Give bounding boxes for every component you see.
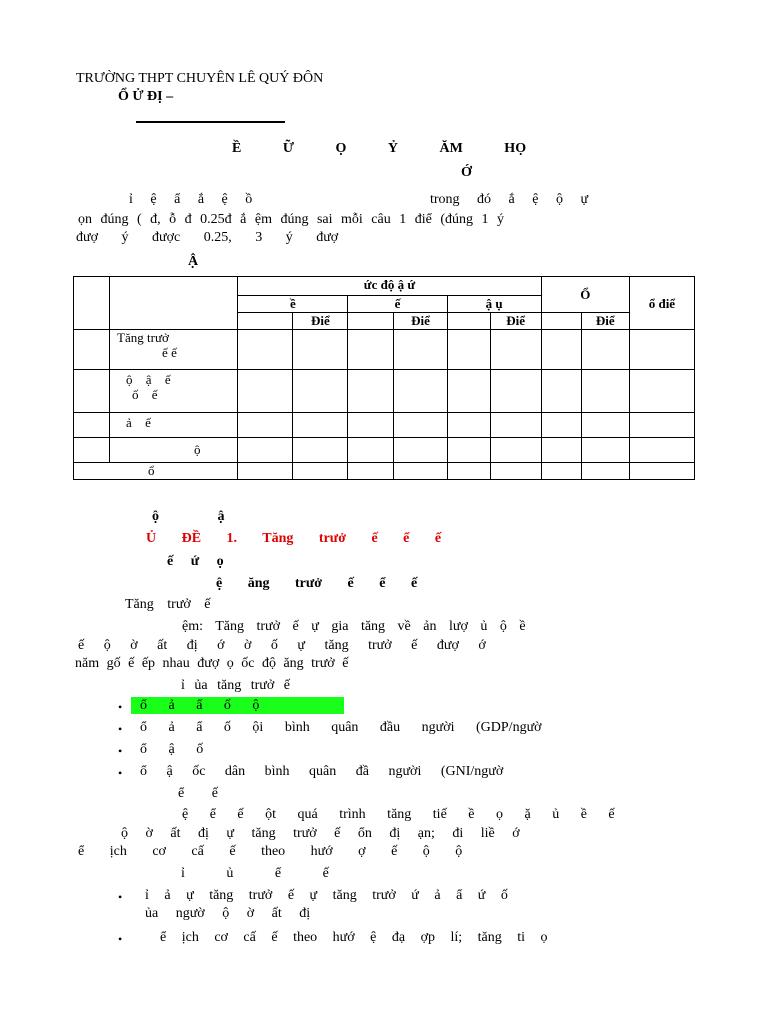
header-score: ổ điể bbox=[629, 277, 694, 330]
paragraph-1-line-1: ệm: Tăng trưở ế ự gia tăng về ản lượ ủ ộ ề bbox=[182, 619, 526, 634]
list-item: ỉ ả ự tăng trưở ế ự tăng trưở ứ ả ẩ ứ ố bbox=[145, 888, 508, 903]
row-label-total bbox=[74, 463, 238, 480]
intro-line-1a: ỉ ệ ẩ ắ ệ ồ bbox=[129, 192, 253, 207]
part-heading: ệ ăng trưở ế ể ế bbox=[216, 576, 418, 591]
bullet-icon: • bbox=[118, 722, 123, 736]
header-point: Điể bbox=[394, 313, 447, 330]
matrix-corner-1 bbox=[74, 277, 110, 330]
header-empty bbox=[238, 313, 293, 330]
header-empty bbox=[447, 313, 490, 330]
header-empty bbox=[541, 313, 581, 330]
header-sub-3: ậ ụ bbox=[447, 296, 541, 313]
list-item: ổ ậ ốc dân bình quân đầ người (GNI/ngườ bbox=[140, 764, 504, 779]
assessment-matrix bbox=[73, 276, 695, 480]
topic-heading: Ủ ĐỀ 1. Tăng trưở ế ể ế bbox=[146, 531, 442, 546]
list-item: ổ ả ẩ ố ội bình quân đầu người (GDP/ngườ bbox=[140, 720, 542, 735]
paragraph-2-line-2: ộ ờ ất đị ự tăng trưở ế ổn đị ạn; đi liề ớ bbox=[121, 826, 520, 841]
row-label-line: ế ế bbox=[162, 345, 177, 360]
row-label-line: ổ bbox=[148, 463, 155, 478]
item-2-heading: ể ế bbox=[178, 786, 218, 801]
header-sub-1: ề bbox=[238, 296, 348, 313]
bullet-icon: • bbox=[118, 890, 123, 904]
header-point: Điể bbox=[490, 313, 541, 330]
list-item: ổ ả ẩ ố ộ bbox=[140, 698, 260, 713]
row-label-line: Tăng trưở bbox=[117, 330, 169, 345]
list-item-continuation: ủa ngườ ộ ờ ất đị bbox=[145, 906, 311, 921]
row-label-line: ộ bbox=[194, 442, 201, 457]
paragraph-1-line-2: ế ộ ờ ất đị ớ ờ ố ự tăng trưở ế đượ ớ bbox=[78, 638, 486, 653]
school-name: TRƯỜNG THPT CHUYÊN LÊ QUÝ ĐÔN bbox=[76, 71, 324, 86]
header-point: Điể bbox=[581, 313, 629, 330]
bullet-icon: • bbox=[118, 700, 123, 714]
paragraph-2-line-4: ỉ ủ ể ế bbox=[181, 866, 329, 881]
item-1-heading: Tăng trưở ế bbox=[125, 597, 211, 612]
list-item: ổ ậ ố bbox=[140, 742, 204, 757]
table-row bbox=[74, 370, 695, 413]
paragraph-2-line-1: ệ ể ế ột quá trình tăng tiế ề ọ ặ ủ ề ế bbox=[182, 807, 615, 822]
row-label-line: ả ế bbox=[126, 415, 151, 430]
table-row bbox=[74, 438, 695, 463]
intro-line-3: đượ ý được 0.25, 3 ý đượ bbox=[76, 230, 339, 245]
row-label bbox=[110, 370, 238, 413]
row-label bbox=[110, 413, 238, 438]
matrix-heading: Ậ bbox=[188, 254, 199, 269]
table-row-total bbox=[74, 463, 695, 480]
topic-subheading: ế ứ ọ bbox=[167, 554, 224, 569]
row-label bbox=[110, 438, 238, 463]
paragraph-1-line-4: ỉ ủa tăng trưở ế bbox=[181, 678, 290, 693]
header-divider bbox=[136, 121, 285, 123]
list-item: ể ịch cơ cấ ế theo hướ ệ đạ ợp lí; tăng ti ọ bbox=[160, 930, 548, 945]
bullet-icon: • bbox=[118, 932, 123, 946]
header-empty bbox=[348, 313, 394, 330]
matrix-corner-2 bbox=[110, 277, 238, 330]
bullet-icon: • bbox=[118, 744, 123, 758]
row-label bbox=[110, 330, 238, 370]
row-label-line: ố ế bbox=[132, 387, 158, 402]
paragraph-2-line-3: ể ịch cơ cấ ế theo hướ ợ ế ộ ộ bbox=[78, 844, 463, 859]
paragraph-1-line-3: năm gố ế ếp nhau đượ ọ ốc độ ăng trưở ế bbox=[75, 656, 349, 671]
intro-line-1b: trong đó ắ ệ ộ ự bbox=[430, 192, 589, 207]
intro-line-2: ọn đúng ( đ, ỗ đ 0.25đ ắ ệm đúng sai mỗi câu 1 điể (đúng 1 ý bbox=[78, 212, 505, 227]
header-total: Ổ bbox=[541, 277, 629, 313]
document-title: Ề Ữ Ọ Ỷ ĂM HỌ bbox=[232, 141, 527, 156]
bullet-icon: • bbox=[118, 766, 123, 780]
document-title-line2: Ớ bbox=[461, 165, 472, 180]
header-sub-2: ế bbox=[348, 296, 447, 313]
section-heading: ộ ậ bbox=[152, 509, 225, 524]
table-row bbox=[74, 413, 695, 438]
school-subtitle: Ổ Ử ĐỊ – bbox=[118, 89, 174, 104]
header-level: ức độ ậ ứ bbox=[238, 277, 541, 296]
table-row bbox=[74, 330, 695, 370]
row-label-line: ộ ậ ế bbox=[126, 372, 171, 387]
header-point: Điể bbox=[293, 313, 348, 330]
